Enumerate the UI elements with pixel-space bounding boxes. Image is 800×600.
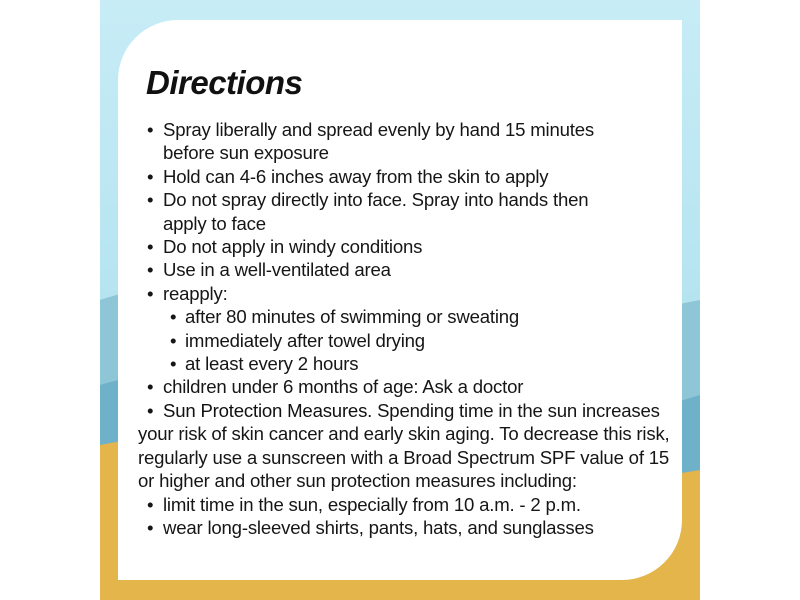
bullet: • xyxy=(147,399,154,421)
list-item xyxy=(138,282,678,305)
item-text: Do not apply in windy conditions xyxy=(163,236,423,258)
bullet: • xyxy=(147,259,154,281)
item-text: Hold can 4-6 inches away from the skin to apply xyxy=(163,165,549,187)
sub-item-text: at least every 2 hours xyxy=(185,353,359,375)
bullet: • xyxy=(147,516,154,538)
bullet: • xyxy=(147,119,154,140)
sun-protection-text: Spending time in the sun increases your risk of skin cancer and early skin aging. To decrease this risk, regularly use a sunscreen with a Broad Spectrum SPF value of 15 or higher and other sun protection measures including: xyxy=(138,399,670,492)
item-text: wear long-sleeved shirts, pants, hats, and sunglasses xyxy=(163,516,594,538)
bullet: • xyxy=(147,376,154,398)
item-text: limit time in the sun, especially from 10 a.m. - 2 p.m. xyxy=(163,493,581,515)
list-item xyxy=(138,118,678,165)
bullet: • xyxy=(170,329,177,351)
directions-title: Directions xyxy=(146,64,303,101)
bullet: • xyxy=(147,165,154,187)
list-item xyxy=(138,493,678,516)
list-item xyxy=(138,258,678,281)
sub-list-item xyxy=(138,329,678,352)
list-item xyxy=(138,188,678,235)
bullet: • xyxy=(170,353,177,375)
item-text: Do not spray directly into face. Spray into hands then xyxy=(163,189,589,211)
list-item xyxy=(138,235,678,258)
directions-content xyxy=(138,118,678,539)
item-text-continued: apply to face xyxy=(163,212,266,234)
bullet: • xyxy=(147,282,154,304)
item-text: Use in a well-ventilated area xyxy=(163,259,391,281)
list-item xyxy=(138,375,678,398)
item-text-continued: before sun exposure xyxy=(163,142,329,164)
sub-item-text: after 80 minutes of swimming or sweating xyxy=(185,306,520,328)
bullet: • xyxy=(170,306,177,328)
item-text: reapply: xyxy=(163,282,228,304)
item-text: Spray liberally and spread evenly by hand 15 minutes xyxy=(163,119,594,140)
item-text: children under 6 months of age: Ask a doctor xyxy=(163,376,524,398)
bullet: • xyxy=(147,493,154,515)
sun-protection-heading: Sun Protection Measures. xyxy=(163,399,373,421)
bullet: • xyxy=(147,189,154,211)
sub-list-item xyxy=(138,305,678,328)
sub-item-text: immediately after towel drying xyxy=(185,329,425,351)
sub-list-item xyxy=(138,352,678,375)
list-item xyxy=(138,165,678,188)
list-item xyxy=(138,516,678,539)
bullet: • xyxy=(147,236,154,258)
sun-protection-paragraph xyxy=(138,399,678,493)
